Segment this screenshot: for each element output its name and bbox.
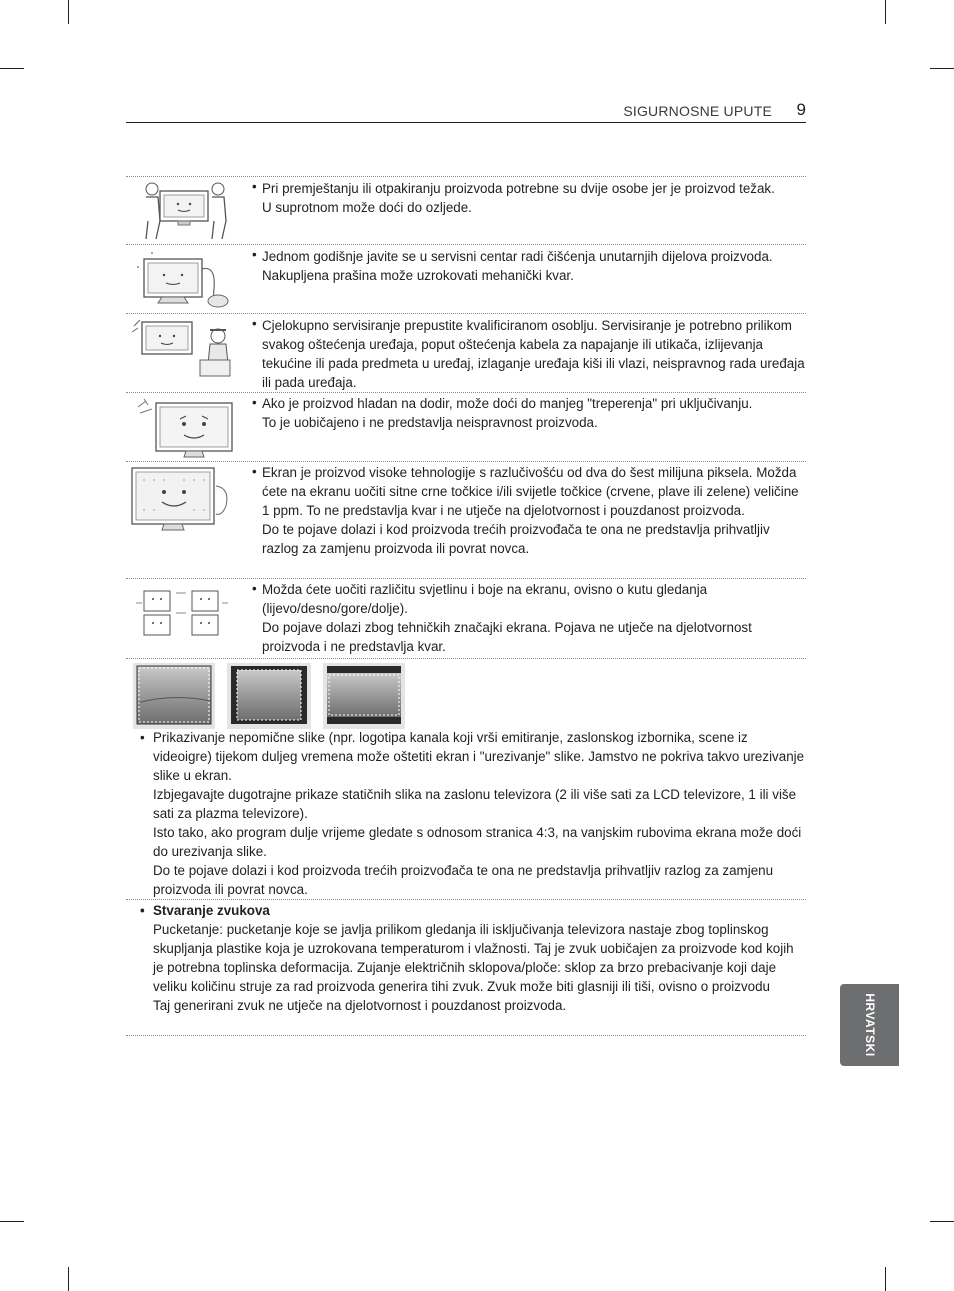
bullet: • [252, 581, 257, 596]
crop-mark [68, 1267, 69, 1291]
item-line: Cjelokupno servisiranje prepustite kvalificiranom osoblju. Servisiranje je potrebno prilikom svakog oštećenja uređaja, poput oštećenja kabela za napajanje ili utikača, izlijevanja tekućine ili pada predmeta u uređaj, izlaganje uređaja kiši ili vlazi, neispravnog rada uređaja ili pada uređaja. [262, 318, 805, 390]
item-line: Prikazivanje nepomične slike (npr. logotipa kanala koji vrši emitiranje, zaslonskog izbornika, scene iz videoigre) tijekom duljeg vremena može oštetiti ekran i "urezivanje" slike. Jamstvo ne pokriva takvo urezivanje slike u ekran. [153, 730, 805, 783]
item-line: Ekran je proizvod visoke tehnologije s razlučivošću od dva do šest milijuna piksela. Možda ćete na ekranu uočiti sitne crne točkice i/ili svijetle točkice (crvene, plave ili zelene) veličine 1 ppm. To ne predstavlja kvar i ne utječe na djelotvornost i pouzdanost proizvoda. [262, 465, 799, 518]
item-line: Do te pojave dolazi i kod proizvoda trećih proizvođača te ona ne predstavlja prihvatljiv razlog za zamjenu proizvoda ili povrat novca. [262, 522, 770, 556]
item-line: To je uobičajeno i ne predstavlja neispravnost proizvoda. [262, 415, 598, 430]
list-item [126, 313, 806, 392]
page-header [126, 100, 806, 123]
crop-mark [0, 68, 24, 69]
bullet: • [252, 395, 257, 410]
item-line: Izbjegavajte dugotrajne prikaze statičnih slika na zaslonu televizora (2 ili više sati za LCD televizore, 1 ili više sati za plazma televizore). [153, 787, 797, 821]
section-title: SIGURNOSNE UPUTE [623, 103, 772, 119]
item-text [126, 245, 806, 285]
list-item [126, 658, 806, 899]
retention-sample-1 [133, 663, 215, 729]
item-line: Pucketanje: pucketanje koje se javlja prilikom gledanja ili isključivanja televizora nastaje zbog toplinskog skupljanja plastike koja je uzrokovana temperaturom i vlažnosti. Taj je zvuk uobičajen za proizvode kod kojih je potrebna toplinska deformacija. Zujanje električnih sklopova/ploče: sklop za brzo prebacivanje koji daje veliku količinu struje za rad proizvoda generira tihi zvuk. Zvuk može biti glasniji ili tiši, ovisno o proizvodu [153, 922, 794, 994]
item-text [126, 462, 806, 558]
item-text [126, 177, 806, 217]
list-item [126, 244, 806, 313]
item-text [126, 393, 806, 432]
list-item [126, 176, 806, 244]
item-text [126, 728, 806, 899]
item-text [126, 901, 806, 1015]
page-number: 9 [796, 100, 806, 119]
item-line: U suprotnom može doći do ozljede. [262, 200, 472, 215]
bullet: • [252, 179, 257, 194]
list-item [126, 578, 806, 658]
crop-mark [885, 1267, 886, 1291]
bullet: • [252, 316, 257, 331]
list-item [126, 461, 806, 578]
bullet: • [140, 903, 145, 918]
item-line: Taj generirani zvuk ne utječe na djelotvornost i pouzdanost proizvoda. [153, 998, 567, 1013]
crop-mark [930, 1221, 954, 1222]
language-tab [840, 984, 899, 1066]
list-item [126, 899, 806, 1036]
crop-mark [885, 0, 886, 24]
bullet: • [140, 730, 145, 745]
item-line: Možda ćete uočiti različitu svjetlinu i boje na ekranu, ovisno o kutu gledanja (lijevo/desno/gore/dolje). [262, 582, 708, 616]
item-line: Nakupljena prašina može uzrokovati mehanički kvar. [262, 268, 574, 283]
bullet: • [252, 247, 257, 262]
crop-mark [0, 1221, 24, 1222]
crop-mark [68, 0, 69, 24]
retention-sample-3 [323, 663, 405, 729]
item-text [126, 579, 806, 656]
language-tab-label: HRVATSKI [862, 993, 877, 1057]
list-item [126, 392, 806, 461]
bullet: • [252, 464, 257, 479]
retention-sample-2 [227, 663, 311, 729]
item-line: Do pojave dolazi zbog tehničkih značajki ekrana. Pojava ne utječe na djelotvornost proizvoda i ne predstavlja kvar. [262, 620, 752, 654]
image-retention-examples [133, 663, 405, 729]
item-line: Jednom godišnje javite se u servisni centar radi čišćenja unutarnjih dijelova proizvoda. [262, 249, 773, 264]
item-text [126, 314, 806, 392]
item-line: Isto tako, ako program dulje vrijeme gledate s odnosom stranica 4:3, na vanjskim rubovima ekrana može doći do urezivanja slike. [153, 825, 802, 859]
item-line: Do te pojave dolazi i kod proizvoda trećih proizvođača te ona ne predstavlja prihvatljiv razlog za zamjenu proizvoda ili povrat novca. [153, 863, 774, 897]
item-line: Pri premještanju ili otpakiranju proizvoda potrebne su dvije osobe jer je proizvod težak. [262, 181, 775, 196]
crop-mark [930, 68, 954, 69]
safety-list [126, 176, 806, 1036]
item-line: Ako je proizvod hladan na dodir, može doći do manjeg "treperenja" pri uključivanju. [262, 396, 753, 411]
sound-heading: Stvaranje zvukova [153, 903, 270, 918]
